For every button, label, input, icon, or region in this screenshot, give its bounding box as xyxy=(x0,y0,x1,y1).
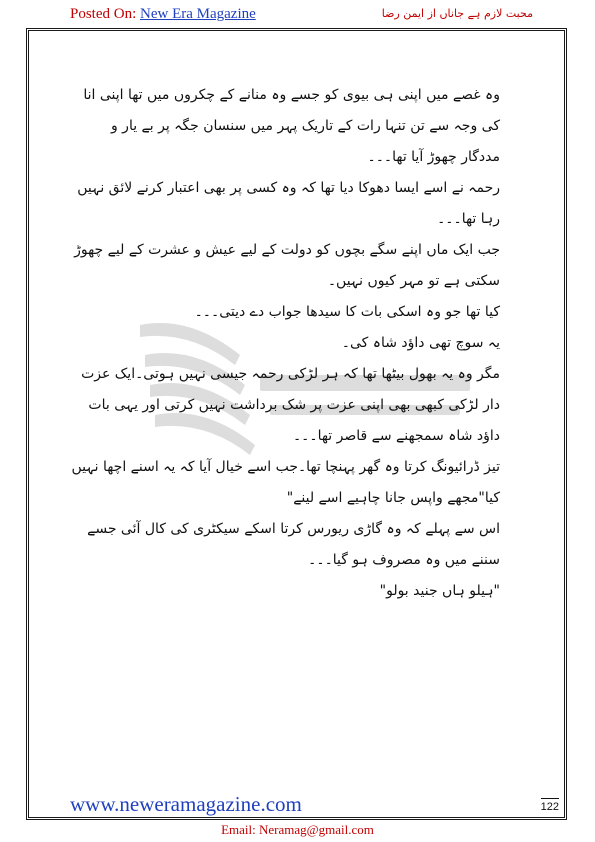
paragraph: وہ غصے میں اپنی ہی بیوی کو جسے وہ منانے کے چکروں میں تھا اپنی انا کی وجہ سے تن تنہا رات کے تاریک پہر میں سنسان جگہ پر بے یار و مددگار چھوڑ آیا تھا۔۔۔ xyxy=(83,87,500,165)
novel-title: محبت لازم ہے جاناں از ایمن رضا xyxy=(381,7,533,20)
paragraph: جب ایک ماں اپنے سگے بچوں کو دولت کے لیے عیش و عشرت کے لیے چھوڑ سکتی ہے تو مہر کیوں نہیں۔ xyxy=(74,242,500,289)
posted-on-header xyxy=(70,6,256,23)
page-number: 122 xyxy=(541,798,559,813)
website-link[interactable]: www.neweramagazine.com xyxy=(70,792,302,816)
paragraph: رحمہ نے اسے ایسا دھوکا دیا تھا کہ وہ کسی پر بھی اعتبار کرنے لائق نہیں رہا تھا۔۔۔ xyxy=(77,180,500,227)
contact-email[interactable]: Email: Neramag@gmail.com xyxy=(221,822,374,837)
posted-on-label: Posted On: xyxy=(70,6,137,22)
paragraph: کیا تھا جو وہ اسکی بات کا سیدھا جواب دے دیتی۔۔۔ xyxy=(194,304,500,320)
paragraph: "ہیلو ہاں جنید بولو" xyxy=(379,583,500,599)
paragraph: یہ سوچ تھی داؤد شاہ کی۔ xyxy=(341,335,500,351)
paragraph: مگر وہ یہ بھول بیٹھا تھا کہ ہر لڑکی رحمہ جیسی نہیں ہوتی۔ایک عزت دار لڑکی کبھی بھی اپنی عزت پر شک برداشت نہیں کرتی اور یہی بات داؤد شاہ سمجھنے سے قاصر تھا۔۔۔ xyxy=(81,366,500,444)
article-body xyxy=(70,80,500,607)
magazine-link[interactable]: New Era Magazine xyxy=(140,6,256,22)
paragraph: اس سے پہلے کہ وہ گاڑی ریورس کرتا اسکے سیکٹری کی کال آئی جسے سننے میں وہ مصروف ہو گیا۔۔۔ xyxy=(87,521,500,568)
paragraph: تیز ڈرائیونگ کرتا وہ گھر پہنچا تھا۔جب اسے خیال آیا کہ یہ اسنے اچھا نہیں کیا"مجھے واپس جانا چاہیے اسے لینے" xyxy=(71,459,500,506)
